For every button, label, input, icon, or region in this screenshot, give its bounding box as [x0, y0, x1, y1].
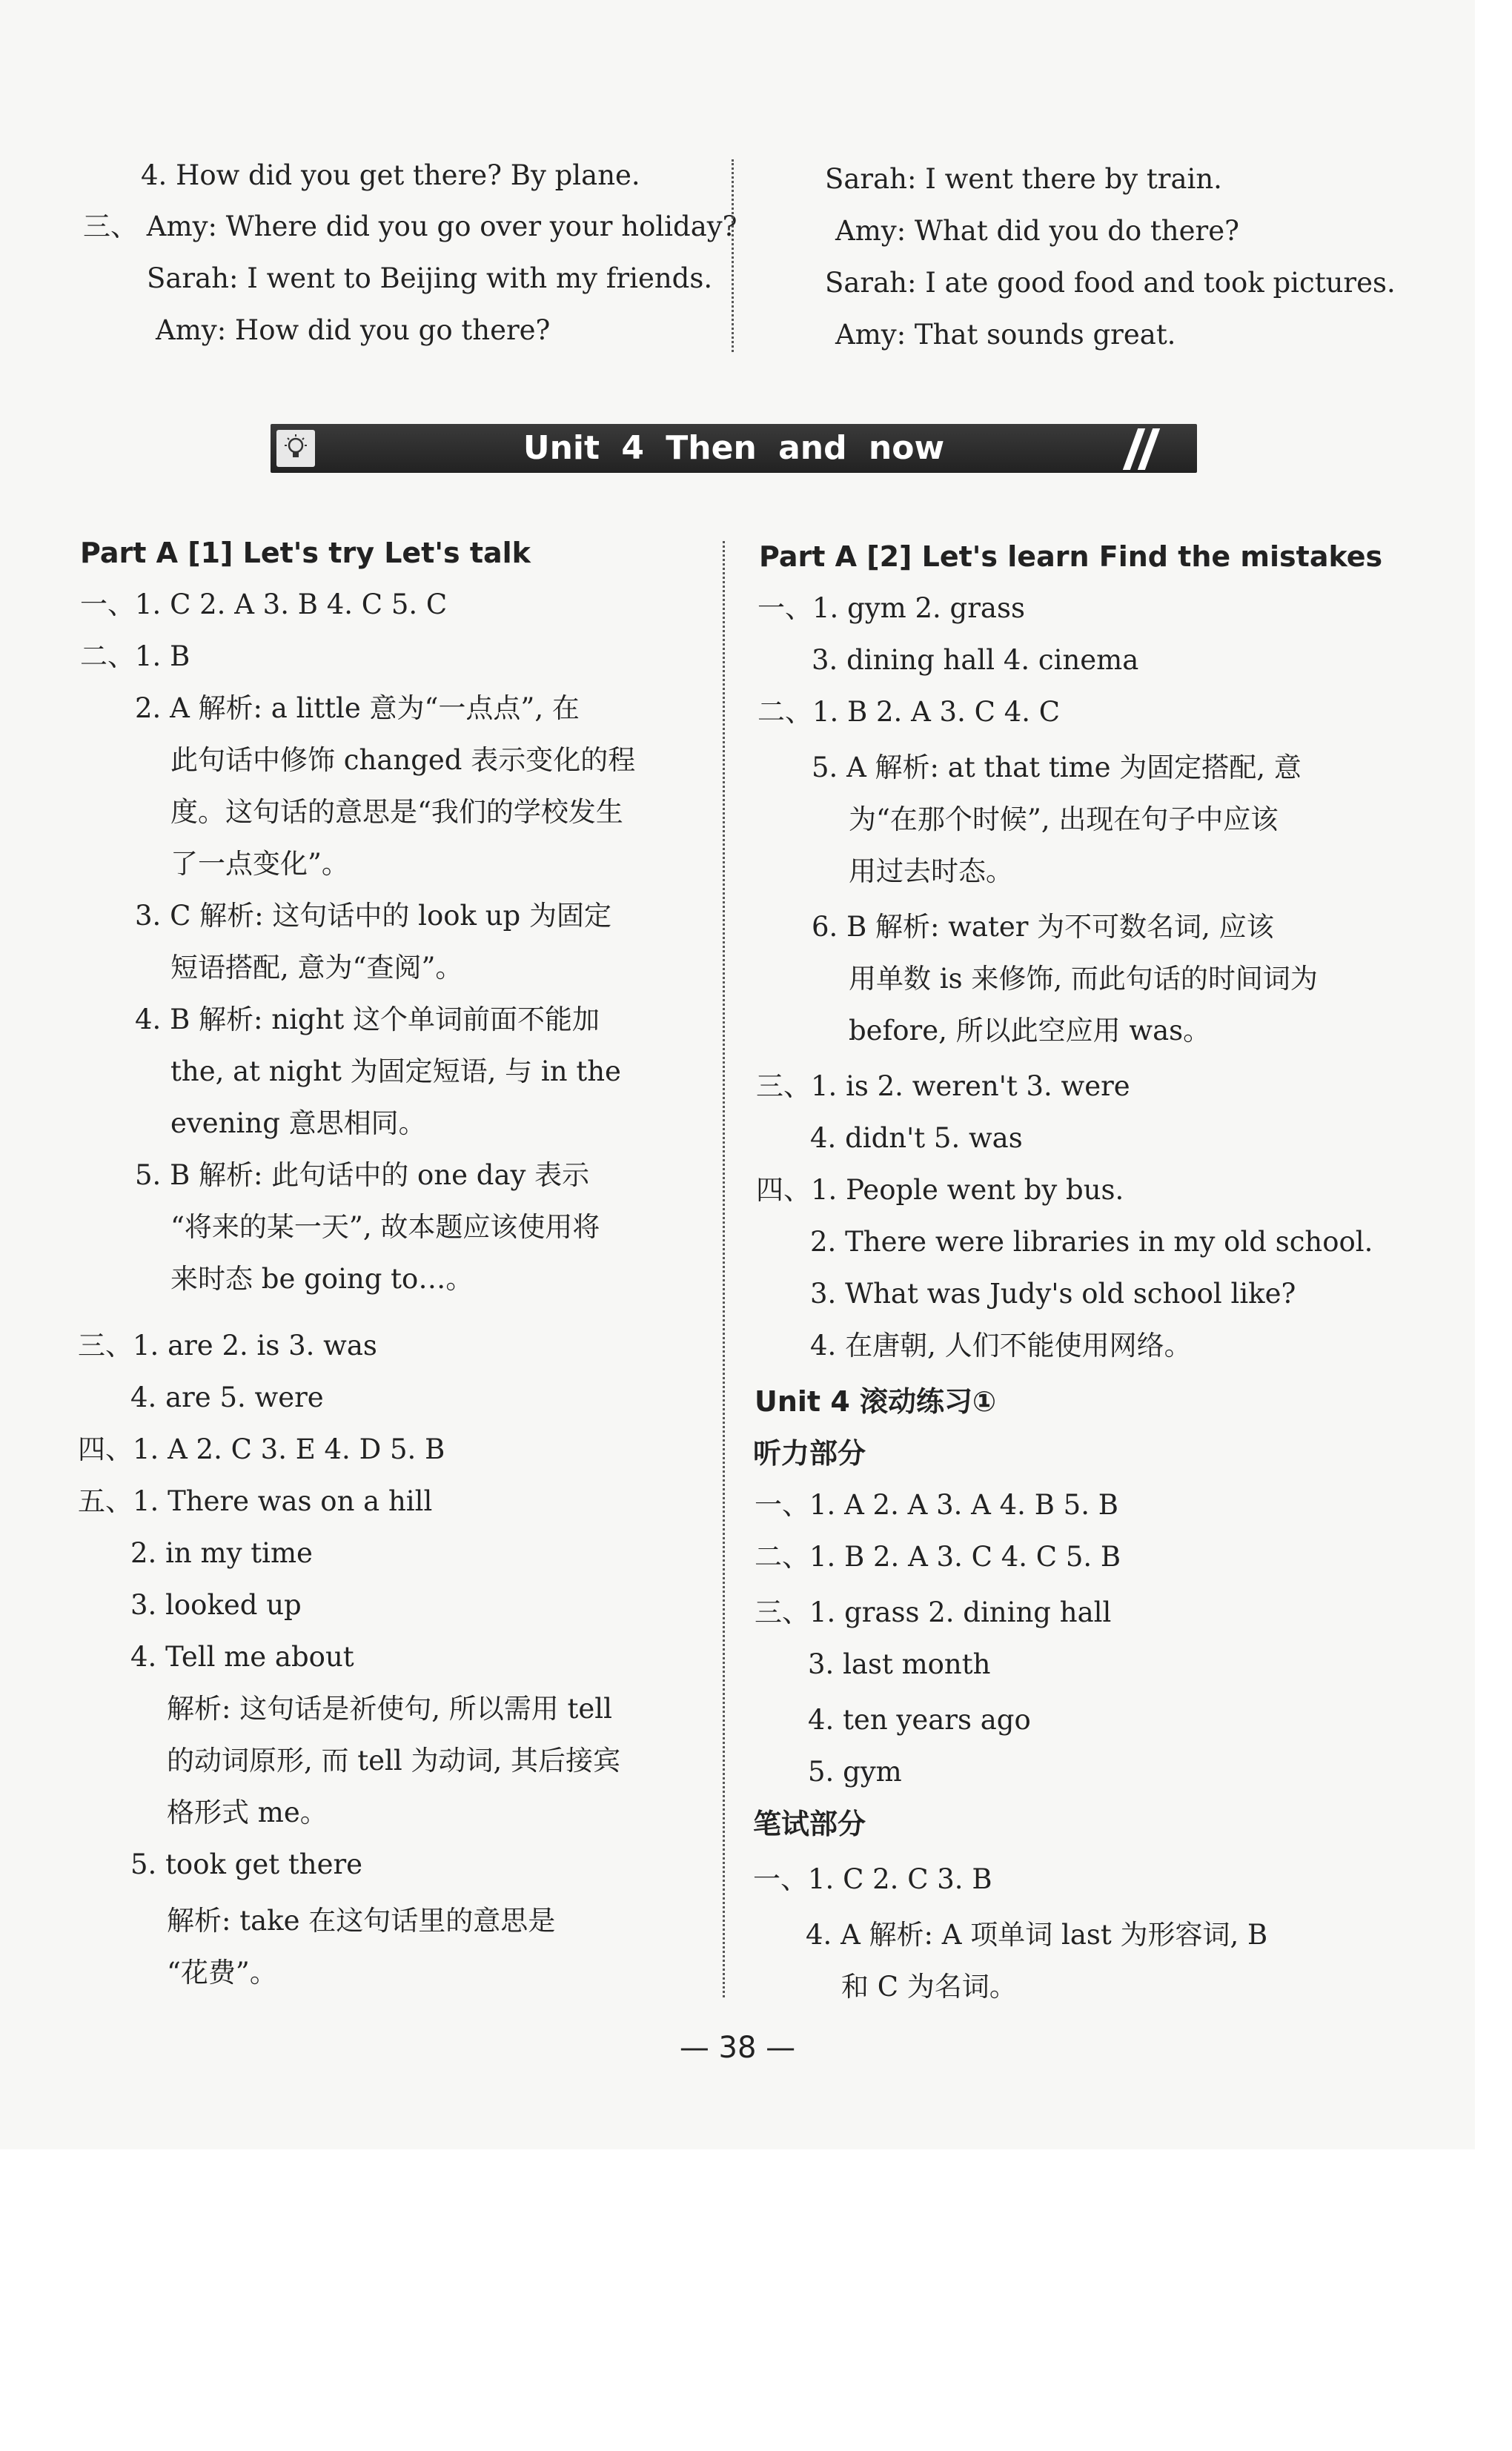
answer-line: 4. are 5. were [130, 1382, 324, 1413]
answer-line: 4. didn't 5. was [810, 1122, 1023, 1154]
answer-line: 6. B 解析: water 为不可数名词, 应该 [812, 911, 1274, 943]
answer-line: evening 意思相同。 [170, 1107, 426, 1139]
answer-line: 5. took get there [130, 1848, 363, 1880]
answer-line: 格形式 me。 [167, 1797, 328, 1828]
answer-line: 一、1. C 2. C 3. B [753, 1863, 992, 1895]
answer-line: before, 所以此空应用 was。 [849, 1015, 1211, 1047]
answer-line: 4. ten years ago [808, 1704, 1031, 1736]
answer-line: 的动词原形, 而 tell 为动词, 其后接宾 [167, 1745, 620, 1777]
unit-title: Unit 4 Then and now [523, 429, 945, 467]
top-right-line: Sarah: I went there by train. [825, 163, 1222, 195]
section-heading: Part A [1] Let's try Let's talk [80, 537, 531, 569]
answer-line: 5. B 解析: 此句话中的 one day 表示 [135, 1159, 590, 1191]
answer-line: 一、1. C 2. A 3. B 4. C 5. C [80, 588, 448, 620]
answer-line: 三、1. grass 2. dining hall [755, 1596, 1112, 1628]
answer-line: 二、1. B 2. A 3. C 4. C 5. B [755, 1541, 1121, 1573]
unit-banner [271, 424, 1197, 473]
answer-line: 来时态 be going to…。 [170, 1263, 474, 1295]
answer-line: 为“在那个时候”, 出现在句子中应该 [849, 803, 1279, 835]
answer-line: 此句话中修饰 changed 表示变化的程 [170, 744, 636, 776]
answer-line: 短语搭配, 意为“查阅”。 [170, 952, 463, 984]
answer-line: 二、1. B 2. A 3. C 4. C [757, 696, 1061, 728]
top-column-divider [732, 159, 734, 352]
top-right-line: Sarah: I ate good food and took pictures. [825, 267, 1396, 299]
top-left-line: Amy: How did you go there? [156, 314, 551, 346]
answer-line: 度。这句话的意思是“我们的学校发生 [170, 796, 623, 828]
page-number: — 38 — [679, 2031, 796, 2065]
answer-line: 2. There were libraries in my old school. [810, 1226, 1373, 1258]
answer-line: 4. B 解析: night 这个单词前面不能加 [135, 1004, 600, 1035]
answer-line: 四、1. People went by bus. [756, 1174, 1124, 1206]
listening-heading: 听力部分 [753, 1437, 866, 1470]
answer-line: 四、1. A 2. C 3. E 4. D 5. B [78, 1433, 445, 1465]
answer-line: 一、1. A 2. A 3. A 4. B 5. B [755, 1489, 1118, 1521]
answer-line: 解析: take 在这句话里的意思是 [167, 1905, 556, 1937]
top-right-line: Amy: What did you do there? [835, 215, 1239, 247]
answer-line: 3. C 解析: 这句话中的 look up 为固定 [135, 900, 611, 932]
answer-line: 3. dining hall 4. cinema [812, 644, 1139, 676]
answer-line: 3. What was Judy's old school like? [810, 1278, 1296, 1310]
top-left-line: 三、 Amy: Where did you go over your holiday? [83, 210, 737, 242]
answer-line: 解析: 这句话是祈使句, 所以需用 tell [167, 1693, 612, 1725]
answer-line: 3. last month [808, 1648, 991, 1680]
written-heading: 笔试部分 [753, 1808, 866, 1840]
answer-line: 和 C 为名词。 [841, 1971, 1017, 2003]
answer-line: 5. A 解析: at that time 为固定搭配, 意 [812, 752, 1302, 783]
answer-line: 4. 在唐朝, 人们不能使用网络。 [810, 1330, 1192, 1362]
top-left-line: 4. How did you get there? By plane. [141, 159, 640, 191]
answer-line: “将来的某一天”, 故本题应该使用将 [170, 1211, 600, 1243]
unit-review-heading: Unit 4 滚动练习① [755, 1385, 997, 1418]
answer-line: 三、1. are 2. is 3. was [78, 1330, 377, 1362]
top-left-line: Sarah: I went to Beijing with my friends. [147, 262, 713, 294]
answer-line: 二、1. B [80, 640, 190, 672]
answer-line: 三、1. is 2. weren't 3. were [756, 1070, 1130, 1102]
answer-line: 2. A 解析: a little 意为“一点点”, 在 [135, 692, 580, 724]
answer-line: 4. A 解析: A 项单词 last 为形容词, B [806, 1919, 1268, 1951]
answer-line: 5. gym [808, 1756, 902, 1788]
top-right-line: Amy: That sounds great. [835, 319, 1176, 351]
answer-line: the, at night 为固定短语, 与 in the [170, 1055, 621, 1087]
answer-line: 了一点变化”。 [170, 848, 349, 880]
main-column-divider [723, 541, 725, 1997]
answer-line: 一、1. gym 2. grass [757, 592, 1025, 624]
answer-line: 3. looked up [130, 1589, 302, 1621]
answer-line: 五、1. There was on a hill [78, 1485, 433, 1517]
answer-line: “花费”。 [167, 1957, 277, 1989]
answer-line: 用过去时态。 [849, 855, 1013, 887]
answer-line: 用单数 is 来修饰, 而此句话的时间词为 [849, 963, 1318, 995]
answer-line: 4. Tell me about [130, 1641, 354, 1673]
answer-line: 2. in my time [130, 1537, 313, 1569]
section-heading: Part A [2] Let's learn Find the mistakes [759, 540, 1383, 573]
